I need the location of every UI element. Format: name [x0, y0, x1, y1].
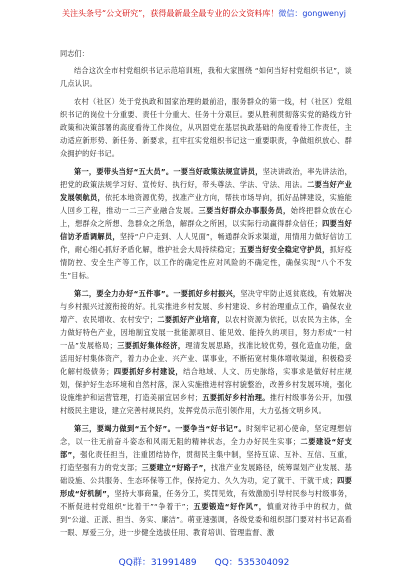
document-body — [60, 48, 352, 544]
paragraph-intro: 结合这次全市村党组织书记示范培训班，我和大家围绕 “如何当好村党组织书记”，谈几点认识。 — [60, 66, 352, 88]
paragraph-section-3 — [60, 422, 352, 539]
section-1-text-g: 坚持“户户走到、人人见面”，畅通群众诉求渠道，用情用力做好信访工作，耐心细心抓好矛盾化解，维护社会大局持续稳定； — [60, 232, 352, 254]
section-3-text-c: 强化责任担当，注重团结协作，贯彻民主集中制，坚持互谅、互补、互信、互重，打造坚强有力的党支部； — [60, 450, 352, 472]
paragraph-section-1 — [60, 165, 352, 282]
section-2-text-a: 坚决守牢防止返贫底线，有效解决与乡村振兴过渡衔接的好。扎实推进乡村发展、乡村建设、乡村治理重点工作，确保农业增产、农民增收、农村安宁； — [60, 289, 352, 324]
paragraph-context: 农村（社区）处于党执政和国家治理的最前沿，服务群众的第一线，村（社区）党组织书记的岗位十分重要、责任十分重大、任务十分艰巨。要从胜利贯彻落实党的路线方针政策和决策部署的高度看待工作岗位，从巩固党在基层执政基础的角度看待工作责任，主动适应新形势、新任务、新要求，扛牢扛实党组织书记这一重要职责，争做组织放心、群众拥护的好书记。 — [60, 97, 352, 158]
section-1-text-c: 依托本地资源优势，找准产业方向，帮扶市场导向，抓好品牌建设，实施能人回乡工程，推动一二三产业融合发展。 — [60, 193, 352, 215]
section-1-point-2: 二要当好产业发展领航员， — [60, 180, 352, 202]
section-1-text-a: 坚决讲政治，率先讲法治，把党的政策法规学习好、宣传好、执行好，带头尊法、学法、守法、用法。 — [60, 167, 352, 189]
qq-group: QQ群：31991489 — [118, 558, 197, 568]
qq-contact: QQ：535304092 — [214, 558, 290, 568]
section-3-point-4: 四要形成“好机制”， — [60, 476, 352, 498]
paragraph-section-2 — [60, 287, 352, 417]
section-2-text-g: 结合地域、人文、历史脉络，实事求是做好村庄规划，保护好生态环境和自然村落，深入实施推进村容村貌整治，改善乡村发展环境，强化设施维护和运营管理，打造美丽宜居乡村； — [60, 367, 352, 402]
section-3-point-5: 五要锻造“好作风”， — [193, 502, 267, 511]
wechat-id: 微信：gongwenyj — [278, 9, 346, 18]
section-1-heading: 第一，要带头当好“五大员”。一要当好政策法规宣讲员， — [74, 167, 263, 176]
section-1-point-3: 三要当好群众办事服务员， — [198, 206, 291, 215]
section-3-point-2: 二要建设“好支部”， — [60, 437, 352, 459]
promo-banner — [0, 8, 408, 20]
section-2-point-4: 四要抓好乡村建设， — [113, 367, 184, 376]
section-3-heading: 第三，要竭力做到“五个好”。一要争当“好书记”。 — [74, 424, 247, 433]
section-2-heading: 第二，要全力办好“五件事”。一要抓好乡村振兴， — [74, 289, 241, 298]
contact-footer — [0, 557, 408, 569]
section-2-point-3: 三要抓好集体经济， — [117, 341, 186, 350]
section-1-point-4: 四要当好信访矛盾调解员， — [60, 219, 352, 241]
section-2-text-c: 以农村资源为依托，以农民为主体，全力做好特色产业，因地制宜发展一批能源项目、能见效、能持久的项目，努力形成“一村一品”发展格局； — [60, 315, 352, 350]
section-1-text-i: 抓好疫情防控、安全生产等工作，以工作的确定性应对风险的不确定性，确保实现“八个不发生”目标。 — [60, 245, 352, 280]
salutation: 同志们： — [60, 49, 89, 58]
section-1-text-e: 始终把群众放在心上，想群众之所想、急群众之所急，解群众之所困，以实际行动赢得群众信任； — [60, 206, 352, 228]
section-3-text-i: 慎重对待手中的权力，做到“公道、正派、担当、务实、廉洁”。萌亚速强调，各级党委和组织部门要对村书记高看一眼、厚爱三分，进一步健全选拔任用、教育培训、管理监督、激 — [60, 502, 353, 537]
section-2-text-e: 理清发展思路，找准比较优势，强化造血功能，盘活用好村集体资产，着力办企业、兴产业、谋事业，不断拓宽村集体增收渠道，积极稳妥化解村级债务； — [60, 341, 352, 376]
section-1-point-5: 五要当好安全稳定守护员， — [239, 245, 330, 254]
section-3-text-e: 找准产业发展路径，统筹谋划产业发展、基础设施、公共服务、生态环保等工作，保持定力、久久为功，定了就干、干就干成； — [60, 463, 352, 485]
section-2-text-i: 推行村级事务公开，加强村级民主建设，建立完善村规民约，发挥党员示范引领作用，大力弘扬文明乡风。 — [60, 393, 352, 415]
section-3-text-a: 时刻牢记初心使命，坚定理想信念，以一往无前奋斗姿态和风雨无阻的精神状态，全力办好民生实事； — [60, 424, 352, 446]
promo-text: 关注头条号“公文研究”，获得最新最全最专业的公文资料库！ — [62, 9, 279, 18]
section-2-point-2: 二要抓好产业培育， — [157, 315, 225, 324]
section-3-point-3: 三要建立“好路子”， — [141, 463, 211, 472]
section-3-text-g: 坚持大事商量，任务分工，奖罚见效，有效激励引导村民参与村级事务，不断促进村党组织“比着干”“争着干”； — [60, 489, 352, 511]
section-2-point-5: 五要抓好乡村治理。 — [202, 393, 270, 402]
